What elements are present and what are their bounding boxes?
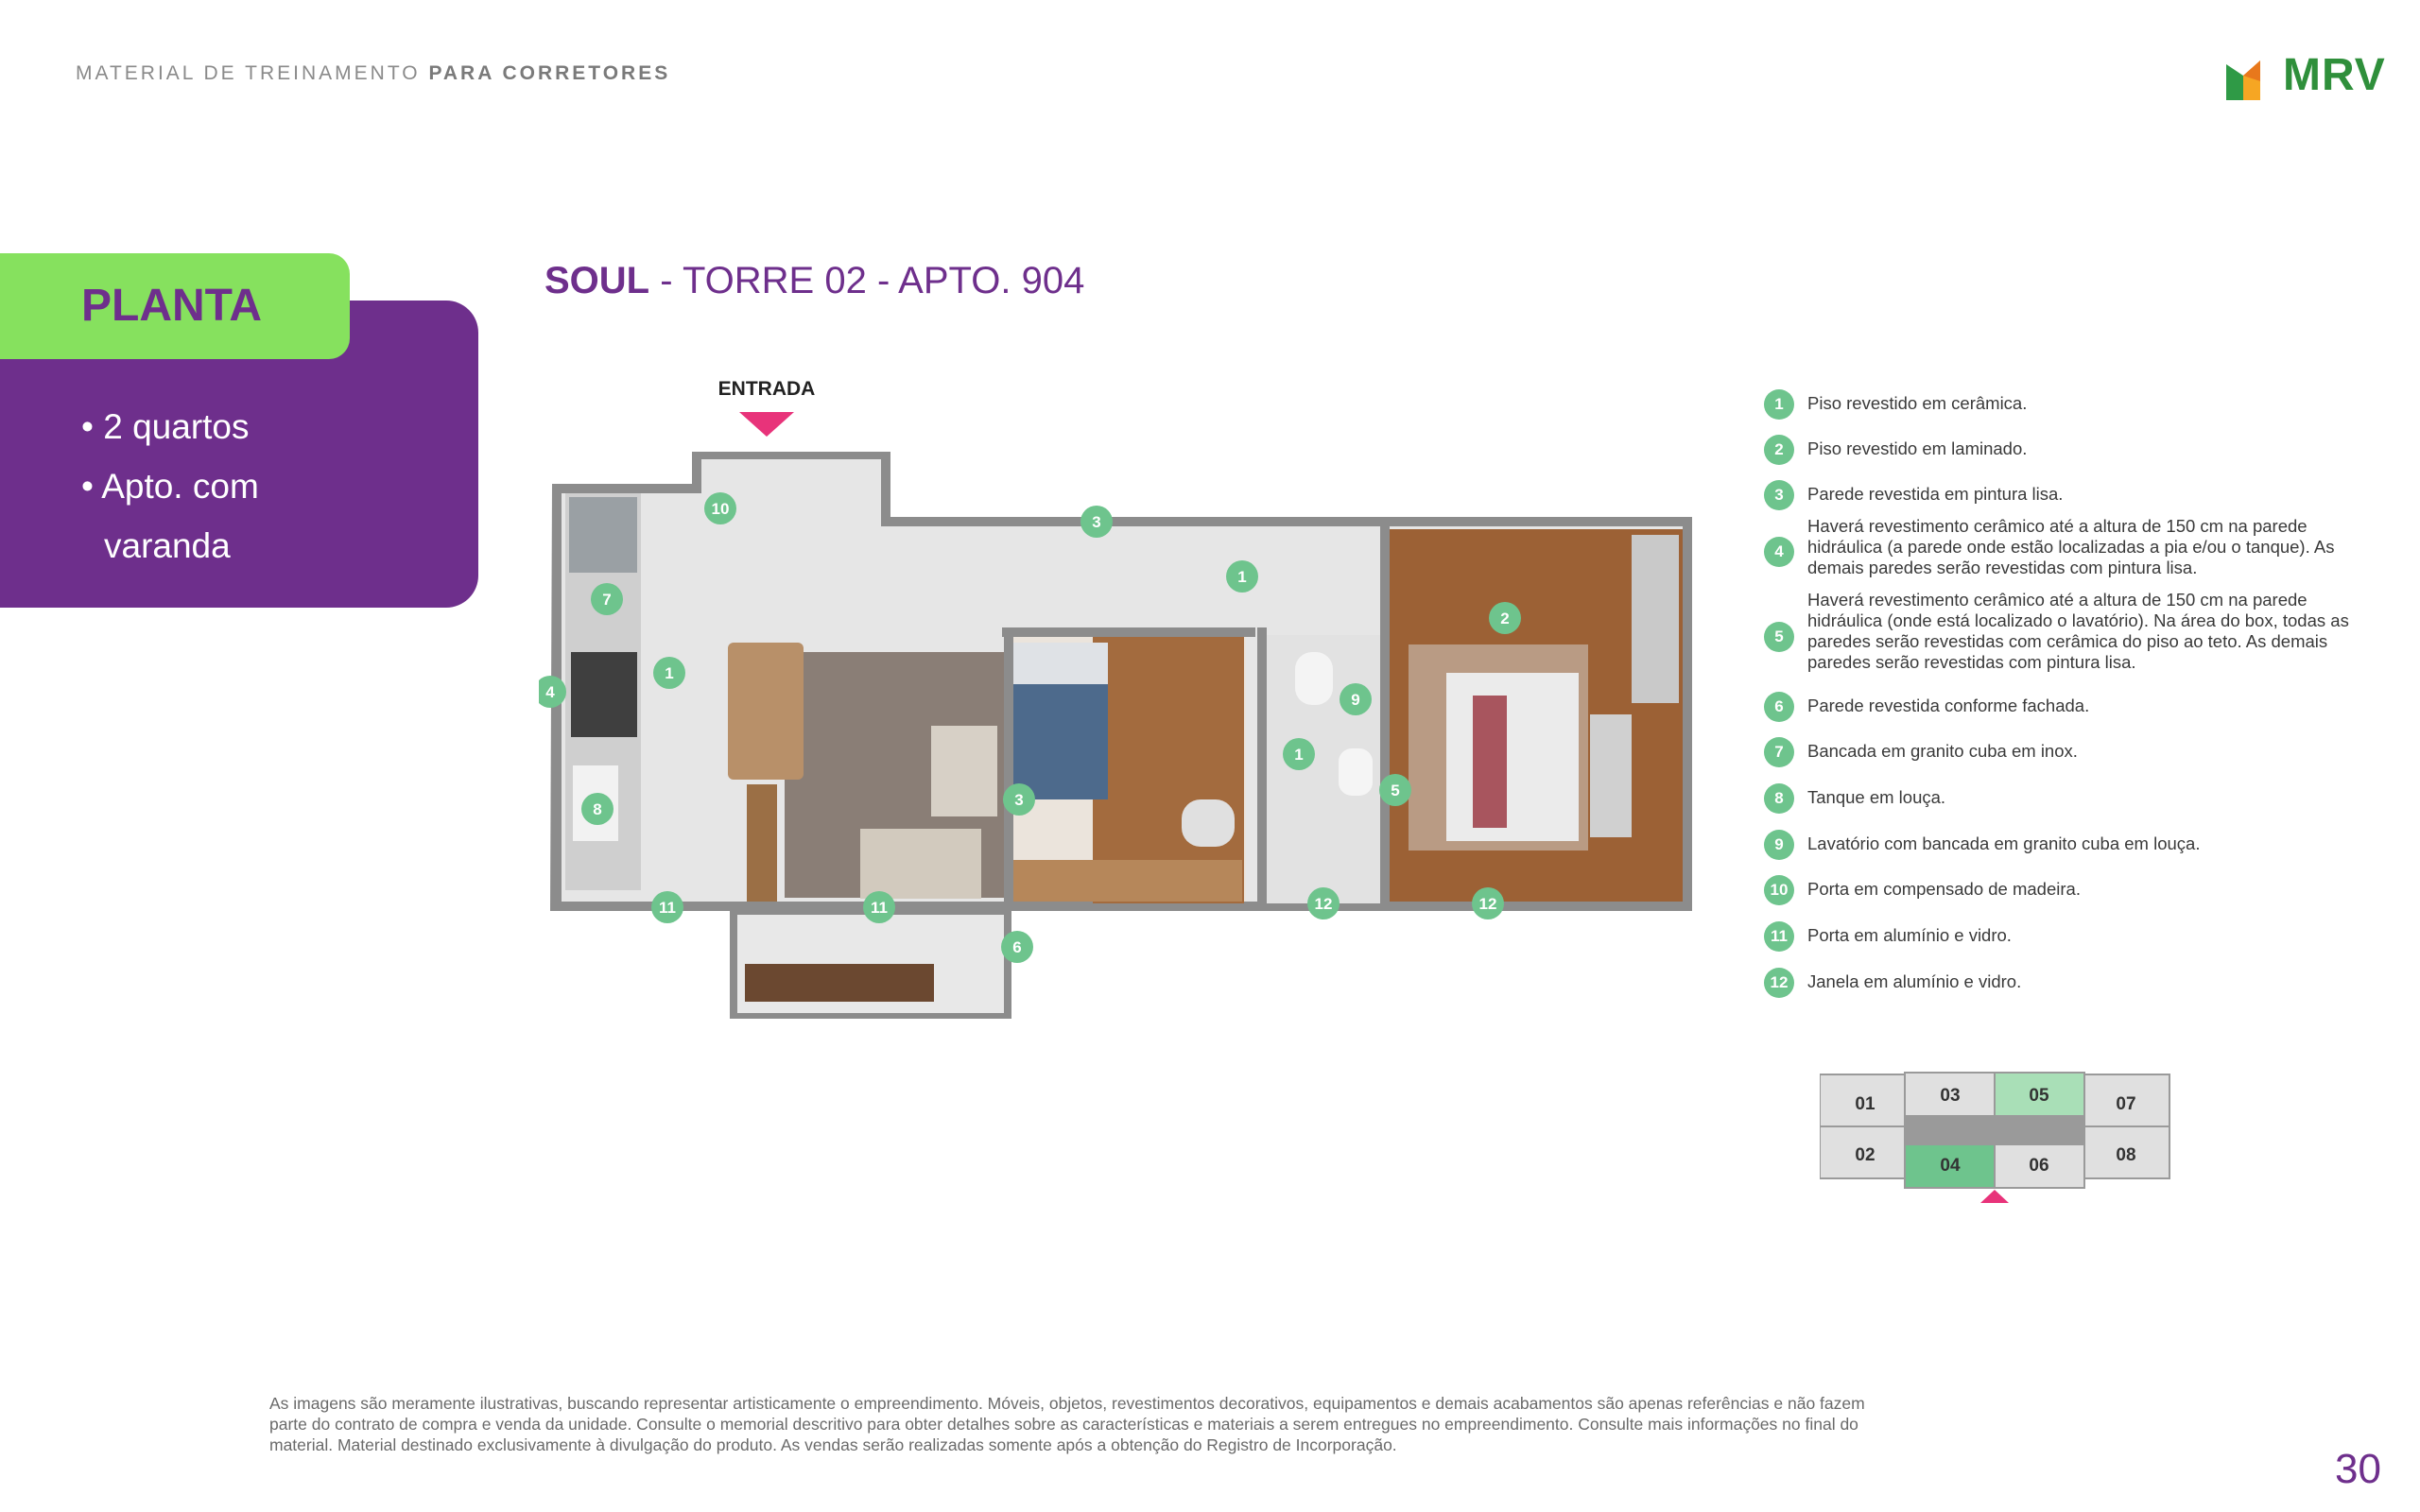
tower-key-plan — [1820, 1063, 2179, 1205]
unit-label: 07 — [2116, 1094, 2136, 1114]
marker-label: 5 — [1391, 782, 1400, 799]
marker-label: 1 — [1237, 568, 1247, 586]
legend-text: Porta em compensado de madeira. — [1807, 879, 2081, 899]
legend-text: Porta em alumínio e vidro. — [1807, 925, 2012, 945]
legend-number: 3 — [1764, 480, 1794, 510]
legend-text: Haverá revestimento cerâmico até a altura de 150 cm na parede hidráulica (onde está localizado o lavatório). Na área do box, todas as paredes serão revestidas com cerâmica do piso ao teto. As demais paredes serão revestidas com pintura lisa. — [1807, 590, 2349, 672]
unit-label: 01 — [1855, 1094, 1876, 1114]
marker-label: 4 — [545, 683, 555, 701]
floor-plan — [539, 369, 1692, 1030]
marker-label: 11 — [871, 899, 888, 917]
brand-name: MRV — [2283, 50, 2386, 100]
feature-item: • 2 quartos — [81, 407, 250, 446]
legend-number: 1 — [1764, 389, 1794, 420]
page-number: 30 — [2335, 1446, 2381, 1492]
legend-text: Piso revestido em laminado. — [1807, 438, 2028, 458]
legend-text: Piso revestido em cerâmica. — [1807, 393, 2028, 413]
plan-title: SOUL - TORRE 02 - APTO. 904 — [544, 260, 1085, 301]
feature-list — [81, 397, 259, 576]
disclaimer-text: As imagens são meramente ilustrativas, buscando representar artisticamente o empreendimento. Móveis, objetos, revestimentos decorativos, equipamentos e demais acabamentos são apenas referências e não fazem parte do contrato de compra e venda da unidade. Consulte o memorial descritivo para obter detalhes sobre as características e materiais a serem entregues no empreendimento. Consulte mais informações no final do material. Material destinado exclusivamente à divulgação do produto. As vendas serão realizadas somente após a obtenção do Registro de Incorporação. — [269, 1394, 1865, 1454]
legend-number: 11 — [1764, 921, 1794, 952]
marker-label: 7 — [602, 591, 612, 609]
legend-number: 6 — [1764, 692, 1794, 722]
unit-label: 05 — [2029, 1086, 2049, 1106]
marker-label: 3 — [1092, 513, 1101, 531]
legend-number: 9 — [1764, 830, 1794, 860]
legend-text: Janela em alumínio e vidro. — [1807, 971, 2022, 991]
unit-label: 04 — [1940, 1156, 1961, 1176]
unit-label: 03 — [1940, 1086, 1961, 1106]
panel-title: PLANTA — [81, 281, 263, 331]
legend-number: 10 — [1764, 875, 1794, 905]
marker-label: 2 — [1500, 610, 1510, 627]
marker-label: 12 — [1314, 895, 1333, 913]
legend-text: Parede revestida em pintura lisa. — [1807, 484, 2064, 504]
marker-label: 1 — [665, 664, 674, 682]
marker-label: 1 — [1294, 746, 1304, 764]
legend-text: Haverá revestimento cerâmico até a altura de 150 cm na parede hidráulica (a parede onde estão localizadas a pia e/ou o tanque). As demais paredes serão revestidas com pintura lisa. — [1807, 516, 2335, 577]
feature-item: varanda — [104, 526, 231, 565]
marker-label: 6 — [1012, 938, 1022, 956]
marker-label: 10 — [711, 500, 730, 518]
marker-label: 3 — [1014, 791, 1024, 809]
marker-label: 12 — [1478, 895, 1497, 913]
marker-label: 9 — [1351, 691, 1360, 709]
marker-label: 11 — [659, 899, 676, 917]
legend-number: 2 — [1764, 435, 1794, 465]
legend-text: Bancada em granito cuba em inox. — [1807, 741, 2078, 761]
legend-number: 5 — [1764, 622, 1794, 652]
header-label: MATERIAL DE TREINAMENTO PARA CORRETORES — [76, 62, 671, 84]
unit-label: 02 — [1855, 1145, 1876, 1165]
legend-text: Tanque em louça. — [1807, 787, 1946, 807]
marker-label: 8 — [593, 800, 602, 818]
legend-number: 8 — [1764, 783, 1794, 814]
legend-number: 7 — [1764, 737, 1794, 767]
feature-item: • Apto. com — [81, 467, 259, 506]
legend-number: 12 — [1764, 968, 1794, 998]
legend-text: Lavatório com bancada em granito cuba em louça. — [1807, 833, 2201, 853]
unit-label: 08 — [2116, 1145, 2136, 1165]
entrance-label: ENTRADA — [717, 378, 816, 400]
unit-label: 06 — [2029, 1156, 2049, 1176]
legend-text: Parede revestida conforme fachada. — [1807, 696, 2090, 715]
legend-number: 4 — [1764, 537, 1794, 567]
